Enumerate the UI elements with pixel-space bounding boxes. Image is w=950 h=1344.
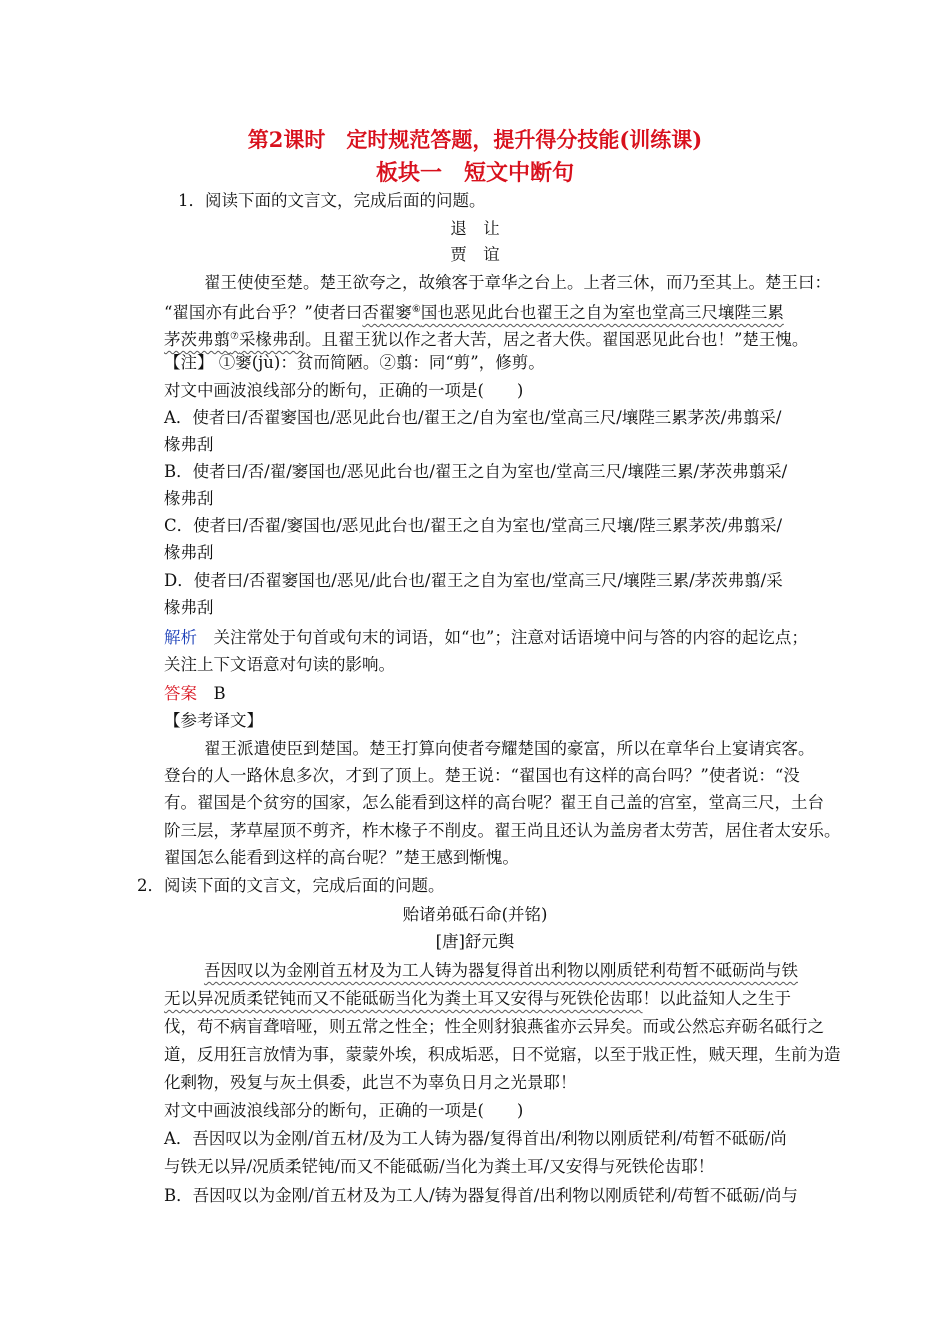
lesson-title: 第2课时 定时规范答题，提升得分技能(训练课) — [247, 127, 703, 152]
q1-passage-line-1: 翟王使使至楚。楚王欲夸之，故飨客于章华之台上。上者三休，而乃至其上。楚王曰： — [204, 273, 831, 292]
q1-option-d: D．使者曰/否翟窭国也/恶见/此台也/翟王之自为室也/堂高三尺/壤陛三累/茅茨弗翦/采 — [164, 571, 783, 590]
note-marker: ⑦ — [230, 331, 239, 342]
q2-intro: 2．阅读下面的文言文，完成后面的问题。 — [137, 876, 445, 895]
answer-label: 答案 — [164, 684, 197, 703]
q2-passage-title: 贻诸弟砥石命(并铭) — [402, 905, 548, 924]
q2-passage-line-1 — [204, 961, 798, 981]
q2-passage-line-5: 化剩物，殁复与灰土俱委，此岂不为辜负日月之光景耶！ — [164, 1073, 577, 1092]
q1-answer: 答案 B — [164, 684, 226, 703]
q2-option-b: B．吾因叹以为金刚/首五材及为工人/铸为器复得首/出利物以刚质铓利/苟暂不砥砺/尚与 — [164, 1186, 798, 1205]
section-title: 板块一 短文中断句 — [375, 160, 574, 186]
q1-option-c: C．使者曰/否翟/窭国也/恶见此台也/翟王之自为室也/堂高三尺壤/陛三累茅茨/弗翦采/ — [164, 516, 783, 535]
q1-question: 对文中画波浪线部分的断句，正确的一项是( ) — [164, 381, 524, 400]
q1-translation-line-4: 阶三层，茅草屋顶不剪齐，柞木椽子不削皮。翟王尚且还认为盖房者太劳苦，居住者太安乐。 — [164, 821, 841, 840]
q2-wavy-segment-2: 无以异况质柔铓钝而又不能砥砺当化为粪土耳又安得与死铁伦齿耶 — [164, 989, 643, 1008]
note-marker: ⑥ — [411, 304, 421, 315]
q1-passage-text: “翟国亦有此台乎？”使者曰 — [164, 303, 363, 322]
q1-analysis: 解析 关注常处于句首或句末的词语，如“也”；注意对话语境中问与答的内容的起讫点； — [164, 628, 808, 647]
q1-analysis-cont: 关注上下文语意对句读的影响。 — [164, 655, 395, 674]
q1-passage-line-2 — [164, 300, 784, 323]
q1-option-b-cont: 椽弗刮 — [164, 489, 214, 508]
q2-question: 对文中画波浪线部分的断句，正确的一项是( ) — [164, 1101, 524, 1120]
q1-intro: 1．阅读下面的文言文，完成后面的问题。 — [178, 191, 486, 210]
q1-option-d-cont: 椽弗刮 — [164, 598, 214, 617]
analysis-label: 解析 — [164, 628, 197, 647]
q1-translation-line-3: 有。翟国是个贫穷的国家，怎么能看到这样的高台呢？翟王自己盖的宫室，堂高三尺，土台 — [164, 793, 824, 812]
q1-option-b: B．使者曰/否/翟/窭国也/恶见此台也/翟王之自为室也/堂高三尺/壤陛三累/茅茨弗翦采/ — [164, 462, 788, 481]
q1-option-c-cont: 椽弗刮 — [164, 543, 214, 562]
q1-passage-text: 。且翟王犹以作之者大苦，居之者大佚。翟国恶见此台也！”楚王愧。 — [304, 330, 809, 349]
q1-option-a-cont: 椽弗刮 — [164, 435, 214, 454]
q2-option-a: A．吾因叹以为金刚/首五材/及为工人铸为器/复得首出/利物以刚质铓利/苟暂不砥砺/尚 — [164, 1129, 787, 1148]
q1-passage-line-3 — [164, 327, 808, 350]
q1-translation-line-2: 登台的人一路休息多次，才到了顶上。楚王说：“翟国也有这样的高台吗？”使者说：“没 — [164, 766, 800, 785]
q2-author: [唐]舒元舆 — [435, 932, 515, 951]
q1-translation-line-5: 翟国怎么能看到这样的高台呢？”楚王感到惭愧。 — [164, 848, 519, 867]
q1-note: 【注】 ①窭(jù)：贫而简陋。②翦：同“剪”，修剪。 — [164, 353, 545, 372]
q2-option-a-cont: 与铁无以异/况质柔铓钝/而又不能砥砺/当化为粪土耳/又安得与死铁伦齿耶！ — [164, 1157, 715, 1176]
q1-ref-label: 【参考译文】 — [164, 711, 263, 730]
q1-translation-line-1: 翟王派遣使臣到楚国。楚王打算向使者夸耀楚国的豪富，所以在章华台上宴请宾客。 — [204, 739, 815, 758]
q2-passage-line-2: 无以异况质柔铓钝而又不能砥砺当化为粪土耳又安得与死铁伦齿耶！以此益知人之生于 — [164, 989, 791, 1008]
q2-passage-line-4: 道，反用狂言放情为事，蒙蒙外埃，积成垢恶，日不觉寤，以至于戕正性，贼天理，生前为造 — [164, 1045, 841, 1064]
q1-author: 贾 谊 — [450, 245, 500, 264]
q1-passage-title: 退 让 — [450, 219, 500, 238]
q2-passage-line-3: 伐，苟不病盲聋喑哑，则五常之性全；性全则豺狼燕雀亦云异矣。而或公然忘弃砺名砥行之 — [164, 1017, 824, 1036]
q1-wavy-segment: 否翟窭⑥国也恶见此台也翟王之自为室也堂高三尺壤陛三累 — [362, 303, 784, 322]
q1-option-a: A．使者曰/否翟窭国也/恶见此台也/翟王之/自为室也/堂高三尺/壤陛三累茅茨/弗翦采/ — [164, 408, 782, 427]
q1-wavy-segment-2: 茅茨弗翦⑦采椽弗刮 — [164, 330, 305, 349]
q2-wavy-segment: 吾因叹以为金刚首五材及为工人铸为器复得首出利物以刚质铓利苟暂不砥砺尚与铁 — [204, 961, 798, 980]
